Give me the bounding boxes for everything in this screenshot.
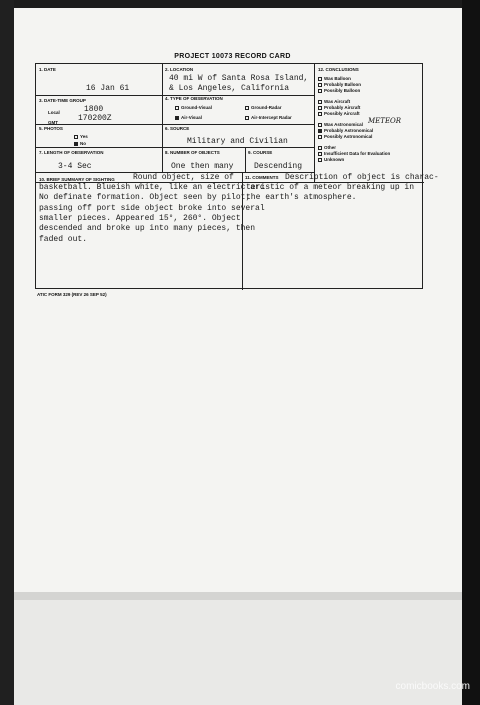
- gmt-label: GMT: [48, 120, 58, 125]
- source-label: 6. SOURCE: [165, 126, 190, 131]
- gmt-value: 170200Z: [78, 114, 112, 123]
- record-form: [35, 63, 439, 289]
- length-value: 3-4 Sec: [58, 162, 92, 171]
- date-value: 16 Jan 61: [86, 84, 130, 93]
- form-title: PROJECT 10073 RECORD CARD: [174, 53, 291, 60]
- checkbox-ground-visual: [175, 106, 179, 110]
- checkbox-probably-balloon: [318, 83, 322, 87]
- checkbox-probably-astronomical: [318, 129, 322, 133]
- local-label: Local: [48, 110, 60, 115]
- photos-yes: Yes: [74, 134, 88, 139]
- conclusion-possibly-astronomical: Possibly Astronomical: [318, 134, 372, 139]
- checkbox-photos-yes: [74, 135, 78, 139]
- form-number: ATIC FORM 329 (REV 26 SEP 52): [37, 292, 107, 297]
- length-label: 7. LENGTH OF OBSERVATION: [39, 150, 104, 155]
- datetime-label: 3. DATE-TIME GROUP: [39, 98, 86, 103]
- photo-edge-right: [462, 0, 480, 705]
- conclusion-was-aircraft: Was Aircraft: [318, 99, 350, 104]
- checkbox-air-visual: [175, 116, 179, 120]
- checkbox-was-aircraft: [318, 100, 322, 104]
- summary-line: smaller pieces. Appeared 15°, 260°. Object: [39, 214, 241, 223]
- checkbox-unknown: [318, 158, 322, 162]
- photo-edge-left: [0, 0, 14, 705]
- date-label: 1. DATE: [39, 67, 56, 72]
- course-label: 9. COURSE: [248, 150, 273, 155]
- checkbox-air-intercept-radar: [245, 116, 249, 120]
- local-value: 1800: [84, 105, 104, 114]
- handwritten-meteor-note: METEOR: [368, 117, 402, 125]
- objects-value: One then many: [171, 162, 234, 171]
- conclusion-probably-aircraft: Probably Aircraft: [318, 105, 360, 110]
- photos-label: 5. PHOTOS: [39, 126, 63, 131]
- option-air-visual: Air-Visual: [175, 115, 202, 120]
- conclusion-probably-balloon: Probably Balloon: [318, 82, 361, 87]
- summary-line: basketball. Blueish white, like an electric arc: [39, 183, 265, 192]
- conclusion-was-balloon: Was Balloon: [318, 76, 351, 81]
- checkbox-probably-aircraft: [318, 106, 322, 110]
- course-value: Descending: [254, 162, 303, 171]
- summary-line: passing off port side object broke into several: [39, 204, 265, 213]
- summary-first-line: Round object, size of: [133, 173, 234, 182]
- summary-line: No definate formation. Object seen by pilot;: [39, 193, 251, 202]
- checkbox-was-astronomical: [318, 123, 322, 127]
- comments-line: the earth's atmosphere.: [246, 193, 357, 202]
- comments-first-line: Description of object is charac-: [285, 173, 439, 182]
- objects-label: 8. NUMBER OF OBJECTS: [165, 150, 220, 155]
- checkbox-ground-radar: [245, 106, 249, 110]
- conclusion-other: Other: [318, 145, 336, 150]
- conclusion-probably-astronomical: Probably Astronomical: [318, 128, 373, 133]
- option-ground-visual: Ground-Visual: [175, 105, 212, 110]
- photos-no: No: [74, 141, 86, 146]
- location-line1: 40 mi W of Santa Rosa Island,: [169, 74, 309, 83]
- checkbox-other: [318, 146, 322, 150]
- conclusion-possibly-aircraft: Possibly Aircraft: [318, 111, 360, 116]
- watermark: comicbooks.com: [395, 681, 470, 692]
- sheet-edge-band: [14, 592, 462, 600]
- checkbox-possibly-aircraft: [318, 112, 322, 116]
- summary-line: faded out.: [39, 235, 88, 244]
- checkbox-possibly-balloon: [318, 89, 322, 93]
- conclusions-label: 12. CONCLUSIONS: [318, 67, 359, 72]
- option-air-intercept-radar: Air-Intercept Radar: [245, 115, 292, 120]
- location-line2: & Los Angeles, California: [169, 84, 290, 93]
- conclusion-possibly-balloon: Possibly Balloon: [318, 88, 360, 93]
- checkbox-photos-no: [74, 142, 78, 146]
- comments-line: teristic of a meteor breaking up in: [246, 183, 415, 192]
- checkbox-possibly-astronomical: [318, 135, 322, 139]
- conclusion-unknown: Unknown: [318, 157, 344, 162]
- option-ground-radar: Ground-Radar: [245, 105, 282, 110]
- comments-label: 11. COMMENTS: [245, 175, 279, 180]
- observation-type-label: 4. TYPE OF OBSERVATION: [165, 96, 223, 101]
- summary-label: 10. BRIEF SUMMARY OF SIGHTING: [39, 177, 115, 182]
- conclusion-was-astronomical: Was Astronomical: [318, 122, 363, 127]
- location-label: 2. LOCATION: [165, 67, 194, 72]
- checkbox-insufficient-data: [318, 152, 322, 156]
- checkbox-was-balloon: [318, 77, 322, 81]
- conclusion-insufficient-data: Insufficient Data for Evaluation: [318, 151, 390, 156]
- source-value: Military and Civilian: [187, 137, 288, 146]
- summary-line: descended and broke up into many pieces, then: [39, 224, 256, 233]
